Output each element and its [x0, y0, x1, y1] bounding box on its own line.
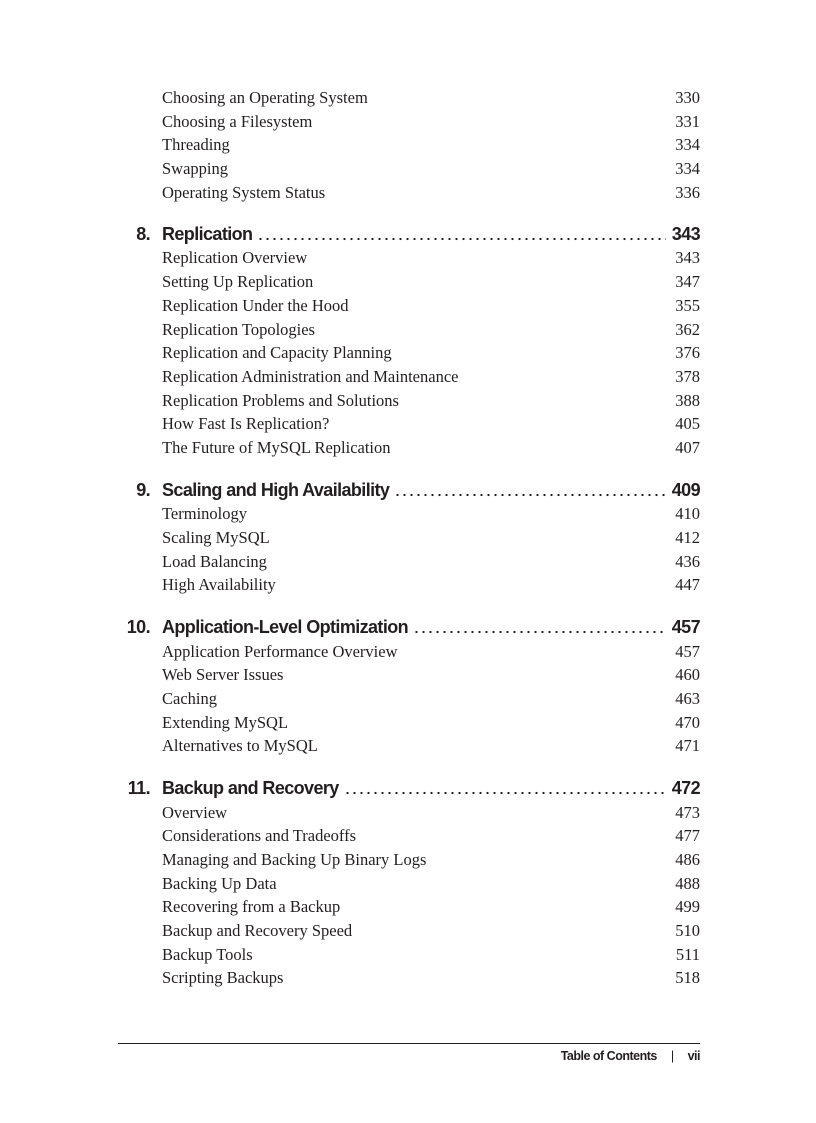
dot-leader	[394, 492, 665, 498]
chapter-title: Replication	[162, 224, 253, 244]
entry-page: 518	[675, 968, 700, 987]
entry-title: Overview	[162, 803, 228, 822]
chapter-number: 11.	[127, 778, 150, 798]
entry-page: 510	[675, 921, 700, 940]
entry-page: 486	[675, 850, 700, 869]
entry-page: 473	[675, 803, 700, 822]
footer-rule	[118, 1043, 700, 1044]
dot-leader	[257, 236, 665, 242]
toc-entry	[162, 665, 700, 689]
toc-entry	[162, 945, 700, 969]
toc-entry	[162, 575, 700, 599]
entry-title: Recovering from a Backup	[162, 897, 341, 916]
footer-label: Table of Contents	[560, 1049, 657, 1063]
footer-page-number: vii	[687, 1049, 700, 1063]
entry-title: High Availability	[162, 575, 276, 594]
toc-entry	[162, 391, 700, 415]
toc-entry	[162, 528, 700, 552]
entry-page: 470	[675, 713, 700, 732]
toc-entry	[162, 874, 700, 898]
entry-title: Load Balancing	[162, 552, 267, 571]
entry-title: Replication Topologies	[162, 320, 315, 339]
entry-title: How Fast Is Replication?	[162, 414, 330, 433]
entry-page: 488	[675, 874, 700, 893]
entry-title: Threading	[162, 135, 230, 154]
entry-title: Replication Problems and Solutions	[162, 391, 399, 410]
entry-page: 388	[675, 391, 700, 410]
entry-page: 334	[675, 159, 700, 178]
chapter-number: 8.	[136, 224, 150, 244]
entry-title: Choosing an Operating System	[162, 88, 368, 107]
toc-entry	[162, 803, 700, 827]
toc-entry	[162, 850, 700, 874]
entry-page: 477	[675, 826, 700, 845]
entry-title: Backing Up Data	[162, 874, 277, 893]
entry-page: 334	[675, 135, 700, 154]
entry-page: 471	[675, 736, 700, 755]
chapter-heading-8[interactable]	[118, 222, 700, 248]
toc-entry	[162, 689, 700, 713]
toc-entry	[162, 504, 700, 528]
toc-entry	[162, 159, 700, 183]
entry-title: Terminology	[162, 504, 247, 523]
entry-title: Extending MySQL	[162, 713, 289, 732]
toc-entry	[162, 135, 700, 159]
toc-entry	[162, 296, 700, 320]
entry-title: Replication Under the Hood	[162, 296, 349, 315]
chapter-title: Application-Level Optimization	[162, 617, 409, 637]
page-footer	[561, 1046, 700, 1066]
entry-title: Managing and Backing Up Binary Logs	[162, 850, 427, 869]
chapter-number: 9.	[136, 480, 150, 500]
entry-page: 376	[675, 343, 700, 362]
entry-page: 330	[675, 88, 700, 107]
dot-leader	[344, 790, 666, 796]
toc-entry	[162, 968, 700, 992]
toc-entry	[162, 88, 700, 112]
chapter-page: 343	[671, 224, 700, 244]
toc-entry	[162, 897, 700, 921]
entry-page: 336	[675, 183, 700, 202]
entry-page: 447	[675, 575, 700, 594]
entry-page: 347	[675, 272, 700, 291]
entry-title: Choosing a Filesystem	[162, 112, 313, 131]
toc-entry	[162, 183, 700, 207]
entry-title: The Future of MySQL Replication	[162, 438, 391, 457]
entry-page: 343	[675, 248, 700, 267]
entry-title: Replication Administration and Maintenance	[162, 367, 459, 386]
entry-page: 331	[675, 112, 700, 131]
chapter-title: Scaling and High Availability	[162, 480, 390, 500]
entry-page: 405	[675, 414, 700, 433]
toc-entry	[162, 367, 700, 391]
entry-title: Alternatives to MySQL	[162, 736, 318, 755]
toc-entry	[162, 921, 700, 945]
toc-entry	[162, 414, 700, 438]
toc-entry	[162, 736, 700, 760]
chapter-number: 10.	[126, 617, 150, 637]
entry-page: 378	[675, 367, 700, 386]
entry-title: Scripting Backups	[162, 968, 284, 987]
dot-leader	[413, 629, 666, 635]
entry-title: Considerations and Tradeoffs	[162, 826, 357, 845]
entry-page: 511	[675, 945, 700, 964]
chapter-page: 472	[671, 778, 700, 798]
entry-title: Backup and Recovery Speed	[162, 921, 353, 940]
entry-title: Scaling MySQL	[162, 528, 270, 547]
toc-entry	[162, 826, 700, 850]
toc-entry	[162, 552, 700, 576]
entry-title: Caching	[162, 689, 217, 708]
entry-page: 499	[675, 897, 700, 916]
toc-entry	[162, 272, 700, 296]
entry-page: 436	[675, 552, 700, 571]
chapter-page: 409	[671, 480, 700, 500]
chapter-heading-10[interactable]	[118, 615, 700, 641]
entry-page: 460	[675, 665, 700, 684]
chapter-title: Backup and Recovery	[162, 778, 339, 798]
entry-page: 457	[675, 642, 700, 661]
entry-page: 412	[675, 528, 700, 547]
entry-title: Web Server Issues	[162, 665, 284, 684]
toc-entry	[162, 438, 700, 462]
entry-title: Backup Tools	[162, 945, 253, 964]
toc-entry	[162, 343, 700, 367]
chapter-page: 457	[671, 617, 700, 637]
chapter-heading-9[interactable]	[118, 478, 700, 504]
toc-entry	[162, 713, 700, 737]
entry-title: Replication and Capacity Planning	[162, 343, 392, 362]
entry-page: 407	[675, 438, 700, 457]
entry-title: Operating System Status	[162, 183, 326, 202]
footer-separator: |	[670, 1049, 674, 1063]
entry-page: 463	[675, 689, 700, 708]
toc-entry	[162, 642, 700, 666]
entry-title: Application Performance Overview	[162, 642, 398, 661]
toc-entry	[162, 248, 700, 272]
toc-entry	[162, 320, 700, 344]
entry-page: 362	[675, 320, 700, 339]
entry-title: Setting Up Replication	[162, 272, 314, 291]
entry-title: Swapping	[162, 159, 228, 178]
entry-title: Replication Overview	[162, 248, 308, 267]
toc-entry	[162, 112, 700, 136]
entry-page: 410	[675, 504, 700, 523]
entry-page: 355	[675, 296, 700, 315]
chapter-heading-11[interactable]	[118, 776, 700, 802]
